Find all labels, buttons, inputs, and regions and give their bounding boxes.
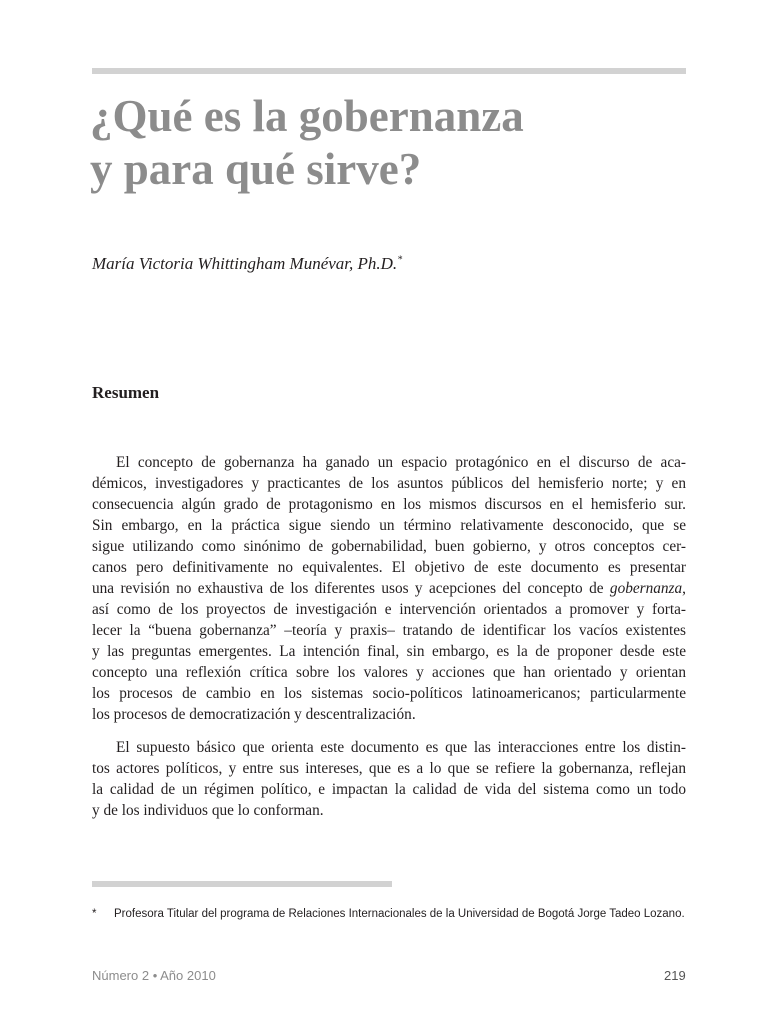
title-line: y para qué sirve? <box>90 144 422 194</box>
text-line <box>92 452 686 473</box>
text-segment: así como de los proyectos de investigación e intervención orientados a promover y forta- <box>92 601 686 618</box>
text-segment: lecer la “buena gobernanza” –teoría y praxis– tratando de identificar los vacíos existentes <box>92 622 686 639</box>
text-line <box>92 536 686 557</box>
text-segment: Sin embargo, en la práctica sigue siendo un término relativamente desconocido, que se <box>92 517 686 534</box>
paragraph <box>92 737 686 821</box>
text-line <box>92 779 686 800</box>
text-segment: y las preguntas emergentes. La intención final, sin embargo, es la de proponer desde este <box>92 643 686 660</box>
text-line <box>92 737 686 758</box>
section-heading: Resumen <box>92 383 160 402</box>
author-footnote-mark: * <box>397 254 403 266</box>
text-segment: los procesos de cambio en los sistemas socio-políticos latinoamericanos; particularmente <box>92 685 686 702</box>
text-segment: consecuencia algún grado de protagonismo en los mismos discursos en el hemisferio sur. <box>92 496 686 513</box>
text-line <box>92 599 686 620</box>
italic-term: gobernanza <box>609 580 683 597</box>
footnote-text: Profesora Titular del programa de Relaciones Internacionales de la Universidad de Bogotá Jorge Tadeo Lozano. <box>114 908 685 920</box>
text-segment: , <box>682 580 686 597</box>
author-byline <box>92 254 402 274</box>
text-segment: concepto una reflexión crítica sobre los valores y acciones que han orientado y orientan <box>92 664 686 681</box>
text-line <box>92 473 686 494</box>
text-line <box>92 620 686 641</box>
text-line <box>92 662 686 683</box>
text-segment: sigue utilizando como sinónimo de gobernabilidad, buen gobierno, y otros conceptos cer- <box>92 538 686 555</box>
text-segment: una revisión no exhaustiva de los diferentes usos y acepciones del concepto de <box>92 580 610 597</box>
text-segment: tos actores políticos, y entre sus intereses, que es a lo que se refiere la gobernanza, reflejan <box>92 760 686 777</box>
footnote-rule <box>92 881 392 887</box>
footnote <box>92 906 692 923</box>
text-line <box>92 578 686 599</box>
text-segment: canos pero definitivamente no equivalentes. El objetivo de este documento es presentar <box>92 559 686 576</box>
text-line <box>92 494 686 515</box>
text-line <box>92 557 686 578</box>
text-segment: la calidad de un régimen político, e impactan la calidad de vida del sistema como un todo <box>92 781 686 798</box>
author-name: María Victoria Whittingham Munévar, Ph.D. <box>92 254 398 273</box>
text-segment: El supuesto básico que orienta este documento es que las interacciones entre los distin- <box>116 739 686 756</box>
text-segment: démicos, investigadores y practicantes de los asuntos públicos del hemisferio norte; y en <box>92 475 686 492</box>
footnote-mark: * <box>92 908 97 920</box>
title-line: ¿Qué es la gobernanza <box>90 91 524 141</box>
text-segment: El concepto de gobernanza ha ganado un espacio protagónico en el discurso de aca- <box>116 454 686 471</box>
text-line <box>92 704 686 725</box>
issue-label: Número 2 • Año 2010 <box>92 968 216 983</box>
text-segment: y de los individuos que lo conforman. <box>92 802 324 819</box>
text-line <box>92 758 686 779</box>
text-line <box>92 683 686 704</box>
text-line <box>92 800 686 821</box>
top-rule <box>92 68 686 74</box>
paragraph <box>92 452 686 725</box>
text-segment: los procesos de democratización y descentralización. <box>92 706 416 723</box>
text-line <box>92 641 686 662</box>
article-title <box>90 90 524 196</box>
text-line <box>92 515 686 536</box>
page-number: 219 <box>664 968 686 983</box>
